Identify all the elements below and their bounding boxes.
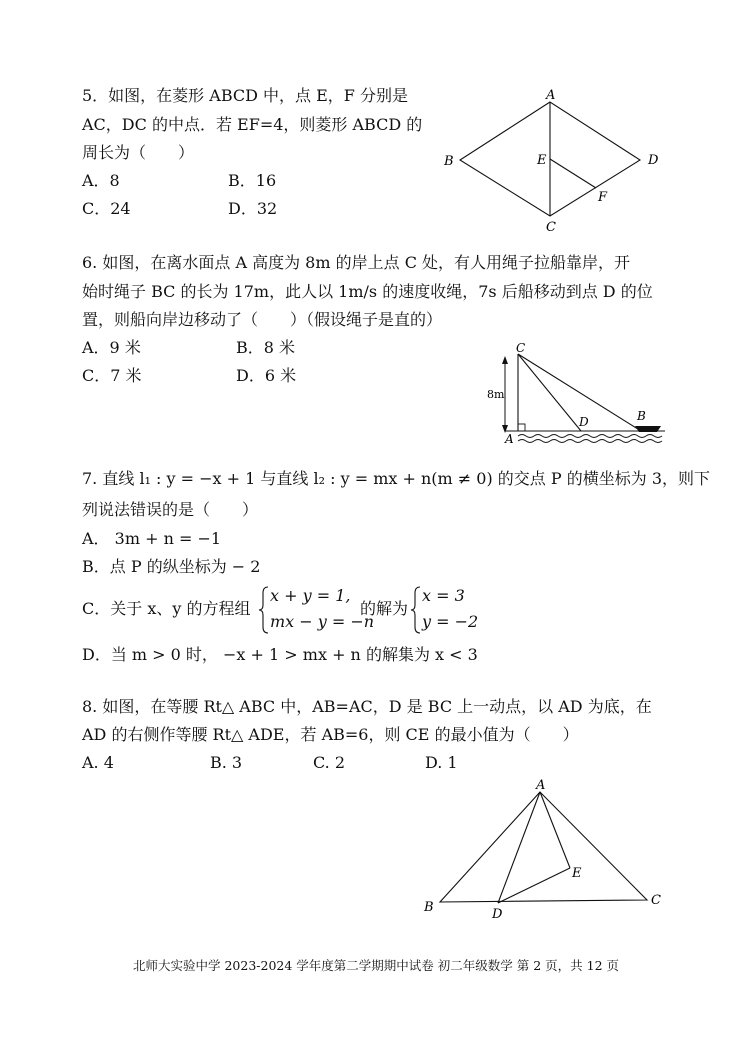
q7-option-c-mid: 的解为 (360, 599, 409, 618)
q5-label-B: B (444, 154, 454, 169)
q5-label-D: D (648, 153, 659, 168)
q8-label-D: D (492, 907, 503, 920)
q8-segment-AE (540, 792, 570, 868)
q7-option-c-prefix: C．关于 x、y 的方程组 (82, 599, 251, 618)
q6-right-angle-mark (518, 424, 525, 431)
q5-label-C: C (546, 220, 556, 235)
q6-line1: 6. 如图，在离水面点 A 高度为 8m 的岸上点 C 处，有人用绳子拉船靠岸，开 (82, 253, 631, 272)
q6-option-a: A．9 米 (82, 338, 141, 357)
q5-label-A: A (546, 88, 556, 103)
q7-system-left-brace (258, 585, 270, 635)
q5-label-F: F (598, 190, 608, 205)
q6-line2: 始时绳子 BC 的长为 17m，此人以 1m/s 的速度收绳，7s 后船移动到点 D 的位 (82, 282, 653, 301)
q8-option-d: D. 1 (425, 753, 458, 772)
q7-line2: 列说法错误的是（ ） (82, 500, 259, 519)
q7-option-c-eq2: mx − y = −n (270, 612, 375, 631)
q5-option-a: A．8 (82, 171, 120, 190)
q6-label-D: D (579, 415, 589, 429)
q5-line2: AC，DC 的中点．若 EF=4，则菱形 ABCD 的 (82, 115, 423, 134)
q5-line3: 周长为（ ） (82, 143, 195, 162)
q7-option-c-sol1: x = 3 (422, 586, 465, 605)
q6-water-wave-1 (518, 435, 662, 438)
q6-water-wave-2 (518, 440, 662, 443)
q8-line2: AD 的右侧作等腰 Rt△ ADE，若 AB=6，则 CE 的最小值为（ ） (82, 725, 579, 744)
q8-option-a: A. 4 (82, 753, 114, 772)
q8-triangle-figure (420, 778, 670, 920)
q7-line1: 7. 直线 l₁ : y = −x + 1 与直线 l₂ : y = mx + n(m ≠ 0) 的交点 P 的横坐标为 3，则下 (82, 469, 711, 488)
q8-triangle-ABC (440, 792, 647, 902)
q6-line3: 置，则船向岸边移动了（ ）（假设绳子是直的） (82, 310, 443, 329)
q6-rope-CD (518, 354, 581, 431)
q6-option-b: B．8 米 (236, 338, 296, 357)
q8-segment-AD (498, 792, 540, 903)
q5-rhombus-figure (438, 88, 668, 238)
q8-label-E: E (572, 866, 582, 881)
q5-segment-EF (550, 159, 596, 188)
q6-dimension-arrow-top (502, 356, 508, 364)
q5-option-c: C．24 (82, 199, 131, 218)
q7-option-d: D．当 m > 0 时， −x + 1 > mx + n 的解集为 x < 3 (82, 645, 478, 664)
q7-option-c-sol2: y = −2 (422, 612, 479, 631)
q5-option-d: D．32 (228, 199, 278, 218)
q6-label-A: A (505, 432, 514, 446)
q8-option-b: B. 3 (210, 753, 243, 772)
q8-option-c: C. 2 (313, 753, 346, 772)
q6-label-B: B (637, 409, 646, 423)
q6-option-c: C．7 米 (82, 366, 142, 385)
q7-option-b: B．点 P 的纵坐标为 − 2 (82, 557, 261, 576)
q8-line1: 8. 如图，在等腰 Rt△ ABC 中，AB=AC，D 是 BC 上一动点，以 AD 为底，在 (82, 697, 652, 716)
q5-label-E: E (537, 153, 547, 168)
q5-line1: 5．如图，在菱形 ABCD 中，点 E，F 分别是 (82, 86, 408, 105)
q8-label-B: B (424, 900, 434, 915)
q7-solution-left-brace (410, 585, 422, 635)
q7-option-a: A． 3m + n = −1 (82, 529, 222, 548)
q7-option-c-eq1: x + y = 1, (270, 586, 351, 605)
page-footer: 北师大实验中学 2023-2024 学年度第二学期期中试卷 初二年级数学 第 2 页，共 12 页 (133, 958, 619, 973)
q6-label-C: C (516, 341, 526, 355)
q8-label-A: A (536, 778, 546, 793)
q6-label-8m: 8m (487, 388, 505, 401)
q6-boat-figure (485, 340, 675, 450)
q6-boat (635, 426, 661, 432)
q5-option-b: B．16 (228, 171, 277, 190)
q6-option-d: D．6 米 (236, 366, 297, 385)
q8-label-C: C (651, 893, 661, 908)
